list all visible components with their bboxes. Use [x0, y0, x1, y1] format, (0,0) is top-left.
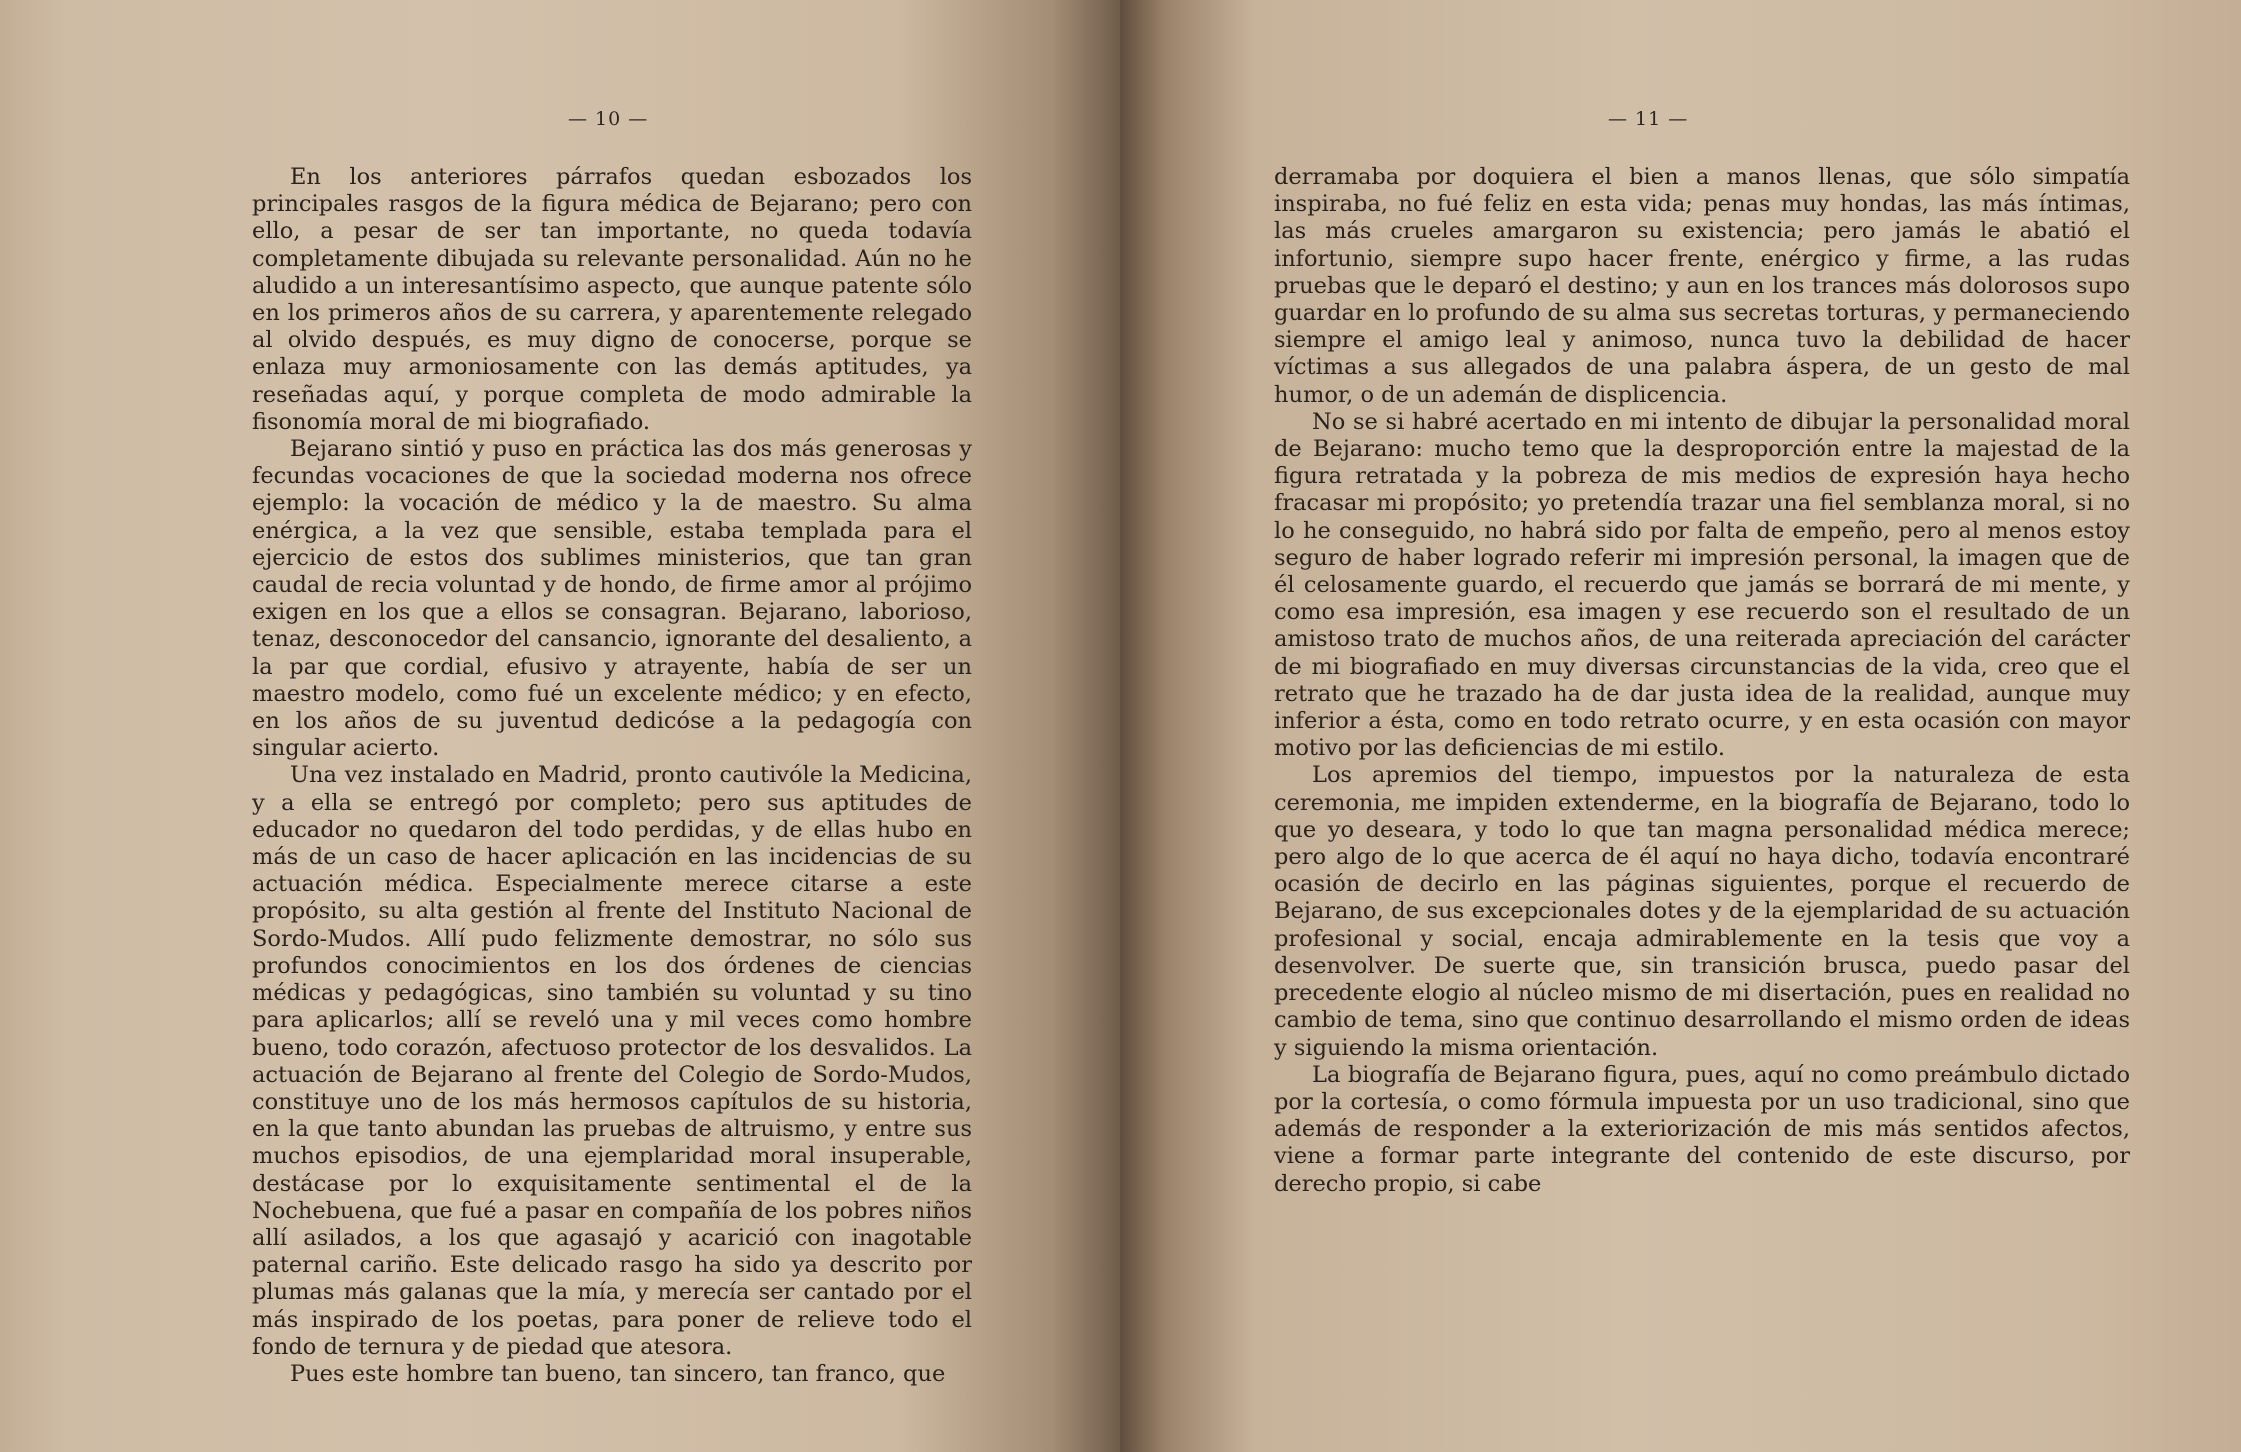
paragraph: Los apremios del tiempo, impuestos por la naturaleza de esta ceremonia, me impiden extenderme, en la biografía de Bejarano, todo lo que yo deseara, y todo lo que tan magna personalidad médica merece; pero algo de lo que acerca de él aquí no haya dicho, todavía encontraré ocasión de decirlo en las páginas siguientes, porque el recuerdo de Bejarano, de sus excepcionales dotes y de la ejemplaridad de su actuación profesional y social, encaja admirablemente en la tesis que voy a desenvolver. De suerte que, sin transición brusca, puedo pasar del precedente elogio al núcleo mismo de mi disertación, pues en realidad no cambio de tema, sino que continuo desarrollando el mismo orden de ideas y siguiendo la misma orientación. — [1274, 762, 2130, 1061]
paragraph: Bejarano sintió y puso en práctica las dos más generosas y fecundas vocaciones de que la sociedad moderna nos ofrece ejemplo: la vocación de médico y la de maestro. Su alma enérgica, a la vez que sensible, estaba templada para el ejercicio de estos dos sublimes ministerios, que tan gran caudal de recia voluntad y de hondo, de firme amor al prójimo exigen en los que a ellos se consagran. Bejarano, laborioso, tenaz, desconocedor del cansancio, ignorante del desaliento, a la par que cordial, efusivo y atrayente, había de ser un maestro modelo, como fué un excelente médico; y en efecto, en los años de su juventud dedicóse a la pedagogía con singular acierto. — [252, 436, 972, 762]
paragraph: Una vez instalado en Madrid, pronto cautivóle la Medicina, y a ella se entregó por completo; pero sus aptitudes de educador no quedaron del todo perdidas, y de ellas hubo en más de un caso de hacer aplicación en las incidencias de su actuación médica. Especialmente merece citarse a este propósito, su alta gestión al frente del Instituto Nacional de Sordo-Mudos. Allí pudo felizmente demostrar, no sólo sus profundos conocimientos en los dos órdenes de ciencias médicas y pedagógicas, sino también su voluntad y su tino para aplicarlos; allí se reveló una y mil veces como hombre bueno, todo corazón, afectuoso protector de los desvalidos. La actuación de Bejarano al frente del Colegio de Sordo-Mudos, constituye uno de los más hermosos capítulos de su historia, en la que tanto abundan las pruebas de altruismo, y entre sus muchos episodios, de una ejemplaridad moral insuperable, destácase por lo exquisitamente sentimental el de la Nochebuena, que fué a pasar en compañía de los pobres niños allí asilados, a los que agasajó y acarició con inagotable paternal cariño. Este delicado rasgo ha sido ya descrito por plumas más galanas que la mía, y merecía ser cantado por el más inspirado de los poetas, para poner de relieve todo el fondo de ternura y de piedad que atesora. — [252, 762, 972, 1360]
paragraph: La biografía de Bejarano figura, pues, aquí no como preámbulo dictado por la cortesía, o como fórmula impuesta por un uso tradicional, sino que además de responder a la exteriorización de mis más sentidos afectos, viene a formar parte integrante del contenido de este discurso, por derecho propio, si cabe — [1274, 1061, 2130, 1197]
paragraph: Pues este hombre tan bueno, tan sincero, tan franco, que — [290, 1360, 946, 1387]
page-text — [252, 164, 972, 1388]
right-page — [1120, 0, 2241, 1452]
page-number: — 11 — — [1608, 108, 1689, 130]
page-number: — 10 — — [568, 108, 649, 130]
paragraph: derramaba por doquiera el bien a manos llenas, que sólo simpatía inspiraba, no fué feliz en esta vida; penas muy hondas, las más íntimas, las más crueles amargaron su existencia; pero jamás le abatió el infortunio, siempre supo hacer frente, enérgico y firme, a las rudas pruebas que le deparó el destino; y aun en los trances más dolorosos supo guardar en lo profundo de su alma sus secretas torturas, y permaneciendo siempre el amigo leal y animoso, nunca tuvo la debilidad de hacer víctimas a sus allegados de una palabra áspera, de un gesto de mal humor, o de un ademán de displicencia. — [1274, 164, 2130, 408]
paragraph: No se si habré acertado en mi intento de dibujar la personalidad moral de Bejarano: mucho temo que la desproporción entre la majestad de la figura retratada y la pobreza de mis medios de expresión haya hecho fracasar mi propósito; yo pretendía trazar una fiel semblanza moral, si no lo he conseguido, no habrá sido por falta de empeño, pero al menos estoy seguro de haber logrado referir mi impresión personal, la imagen que de él celosamente guardo, el recuerdo que jamás se borrará de mi mente, y como esa impresión, esa imagen y ese recuerdo son el resultado de un amistoso trato de muchos años, de una reiterada apreciación del carácter de mi biografiado en muy diversas circunstancias de la vida, creo que el retrato que he trazado ha de dar justa idea de la realidad, aunque muy inferior a ésta, como en todo retrato ocurre, y en esta ocasión con mayor motivo por las deficiencias de mi estilo. — [1274, 408, 2130, 762]
page-text — [1274, 164, 2130, 1198]
paragraph: En los anteriores párrafos quedan esbozados los principales rasgos de la figura médica de Bejarano; pero con ello, a pesar de ser tan importante, no queda todavía completamente dibujada su relevante personalidad. Aún no he aludido a un interesantísimo aspecto, que aunque patente sólo en los primeros años de su carrera, y aparentemente relegado al olvido después, es muy digno de conocerse, porque se enlaza muy armoniosamente con las demás aptitudes, ya reseñadas aquí, y porque completa de modo admirable la fisonomía moral de mi biografiado. — [252, 164, 972, 435]
left-page — [0, 0, 1120, 1452]
